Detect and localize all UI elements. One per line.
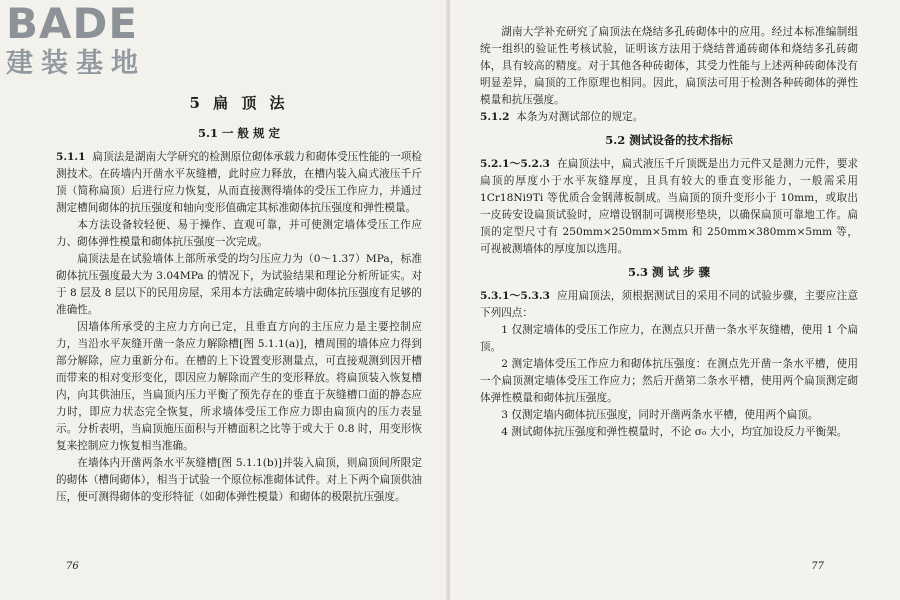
logo-wordmark: BADE — [6, 0, 139, 48]
chapter-title: 5 扁 顶 法 — [189, 94, 289, 112]
list-item: 3 仅测定墙内砌体抗压强度，同时开凿两条水平槽，使用两个扁顶。 — [501, 409, 819, 421]
section-title-5-2: 5.2 测试设备的技术指标 — [605, 133, 733, 147]
paragraph: 扁顶法是在试验墙体上部所承受的均匀压应力为（0～1.37）MPa，标准砌体抗压强度最大为 3.04MPa 的情况下，为试验结果和理论分析所证实。对于 8 层及 8 层以下的民用房屋，采用本方法确定砖墙中砌体抗压强度有足够的准确性。 — [56, 253, 422, 316]
list-item: 4 测试砌体抗压强度和弹性模量时，不论 σ₀ 大小，均宜加设反力平衡架。 — [501, 426, 848, 438]
clause-5-3-1 — [480, 288, 858, 322]
paragraph: 本方法设备较轻便、易于操作、直观可靠，并可使测定墙体受压工作应力、砌体弹性模量和砌体抗压强度一次完成。 — [56, 219, 422, 248]
clause-5-1-1 — [56, 149, 422, 217]
paragraph: 因墙体所承受的主应力方向已定，且垂直方向的主压应力是主要控制应力，当沿水平灰缝开凿一条应力解除槽[图 5.1.1(a)]，槽周围的墙体应力得到部分解除，应力重新分布。在槽的上下设置变形测量点，可直接观测到因开槽而带来的相对变形变化，即因应力解除而产生的变形释放。将扁顶装入恢复槽内，向其供油压，当扁顶内压力平衡了预先存在的垂直于灰缝槽口面的静态应力时，即应力状态完全恢复，所求墙体受压工作应力即由扁顶内的压力表显示。分析表明，当扁顶施压面积与开槽面积之比等于或大于 0.8 时，用变形恢复来控制应力恢复相当准确。 — [56, 321, 422, 452]
logo-chinese: 建装基地 — [6, 48, 146, 79]
section-title-5-1: 5.1 一 般 规 定 — [197, 126, 281, 140]
right-page — [450, 0, 900, 600]
clause-text: 扁顶法是湖南大学研究的检测原位砌体承载力和砌体受压性能的一项检测技术。在砖墙内开凿水平灰缝槽，此时应力释放，在槽内装入扁式液压千斤顶（简称扁顶）后进行应力恢复，从而直接测得墙体的受压工作应力，并通过测定槽间砌体的抗压强度和轴向变形值确定其标准砌体抗压强度和弹性模量。 — [56, 151, 422, 214]
paragraph: 湖南大学补充研究了扁顶法在烧结多孔砖砌体中的应用。经过本标准编制组统一组织的验证性考核试验，证明该方法用于烧结普通砖砌体和烧结多孔砖砌体，具有较高的精度。对于其他各种砖砌体，其受力性能与上述两种砖砌体没有明显差异，扁顶的工作原理也相同。因此，扁顶法可用于检测各种砖砌体的弹性模量和抗压强度。 — [480, 26, 858, 106]
page-number-right: 77 — [811, 561, 824, 572]
clause-number: 5.1.2 — [480, 111, 510, 123]
list-item: 1 仅测定墙体的受压工作应力，在测点只开凿一条水平灰缝槽，使用 1 个扁顶。 — [480, 324, 858, 353]
clause-5-2-1 — [480, 156, 858, 258]
bade-logo — [6, 2, 176, 80]
clause-text: 应用扁顶法，须根据测试目的采用不同的试验步骤，主要应注意下列四点： — [480, 290, 858, 319]
clause-text: 在扁顶法中，扁式液压千斤顶既是出力元件又是测力元件，要求扁顶的厚度小于水平灰缝厚度，且具有较大的垂直变形能力，一般需采用 1Cr18Ni9Ti 等优质合金钢薄板制成。当扁顶的顶升变形小于 10mm，或取出一皮砖安设扁顶试验时，应增设钢制可调楔形垫块，以确保扁顶可靠地工作。扁顶的定型尺寸有 250mm×250mm×5mm 和 250mm×380mm×5mm 等，可视被测墙体的厚度加以选用。 — [480, 158, 858, 255]
clause-number: 5.2.1～5.2.3 — [480, 158, 550, 170]
clause-5-1-2 — [480, 109, 858, 126]
page-number-left: 76 — [66, 561, 79, 572]
clause-number: 5.3.1～5.3.3 — [480, 290, 550, 302]
list-item: 2 测定墙体受压工作应力和砌体抗压强度：在测点先开凿一条水平槽，使用一个扁顶测定墙体受压工作应力；然后开凿第二条水平槽，使用两个扁顶测定砌体弹性模量和砌体抗压强度。 — [480, 358, 858, 404]
clause-text: 本条为对测试部位的规定。 — [516, 111, 644, 123]
clause-number: 5.1.1 — [56, 151, 86, 163]
section-title-5-3: 5.3 测 试 步 骤 — [627, 265, 711, 279]
paragraph: 在墙体内开凿两条水平灰缝槽[图 5.1.1(b)]并装入扁顶，则扁顶间所限定的砌体（槽间砌体），相当于试验一个原位标准砌体试件。对上下两个扁顶供油压，便可测得砌体的变形特征（如砌体弹性模量）和砌体的极限抗压强度。 — [56, 457, 422, 503]
